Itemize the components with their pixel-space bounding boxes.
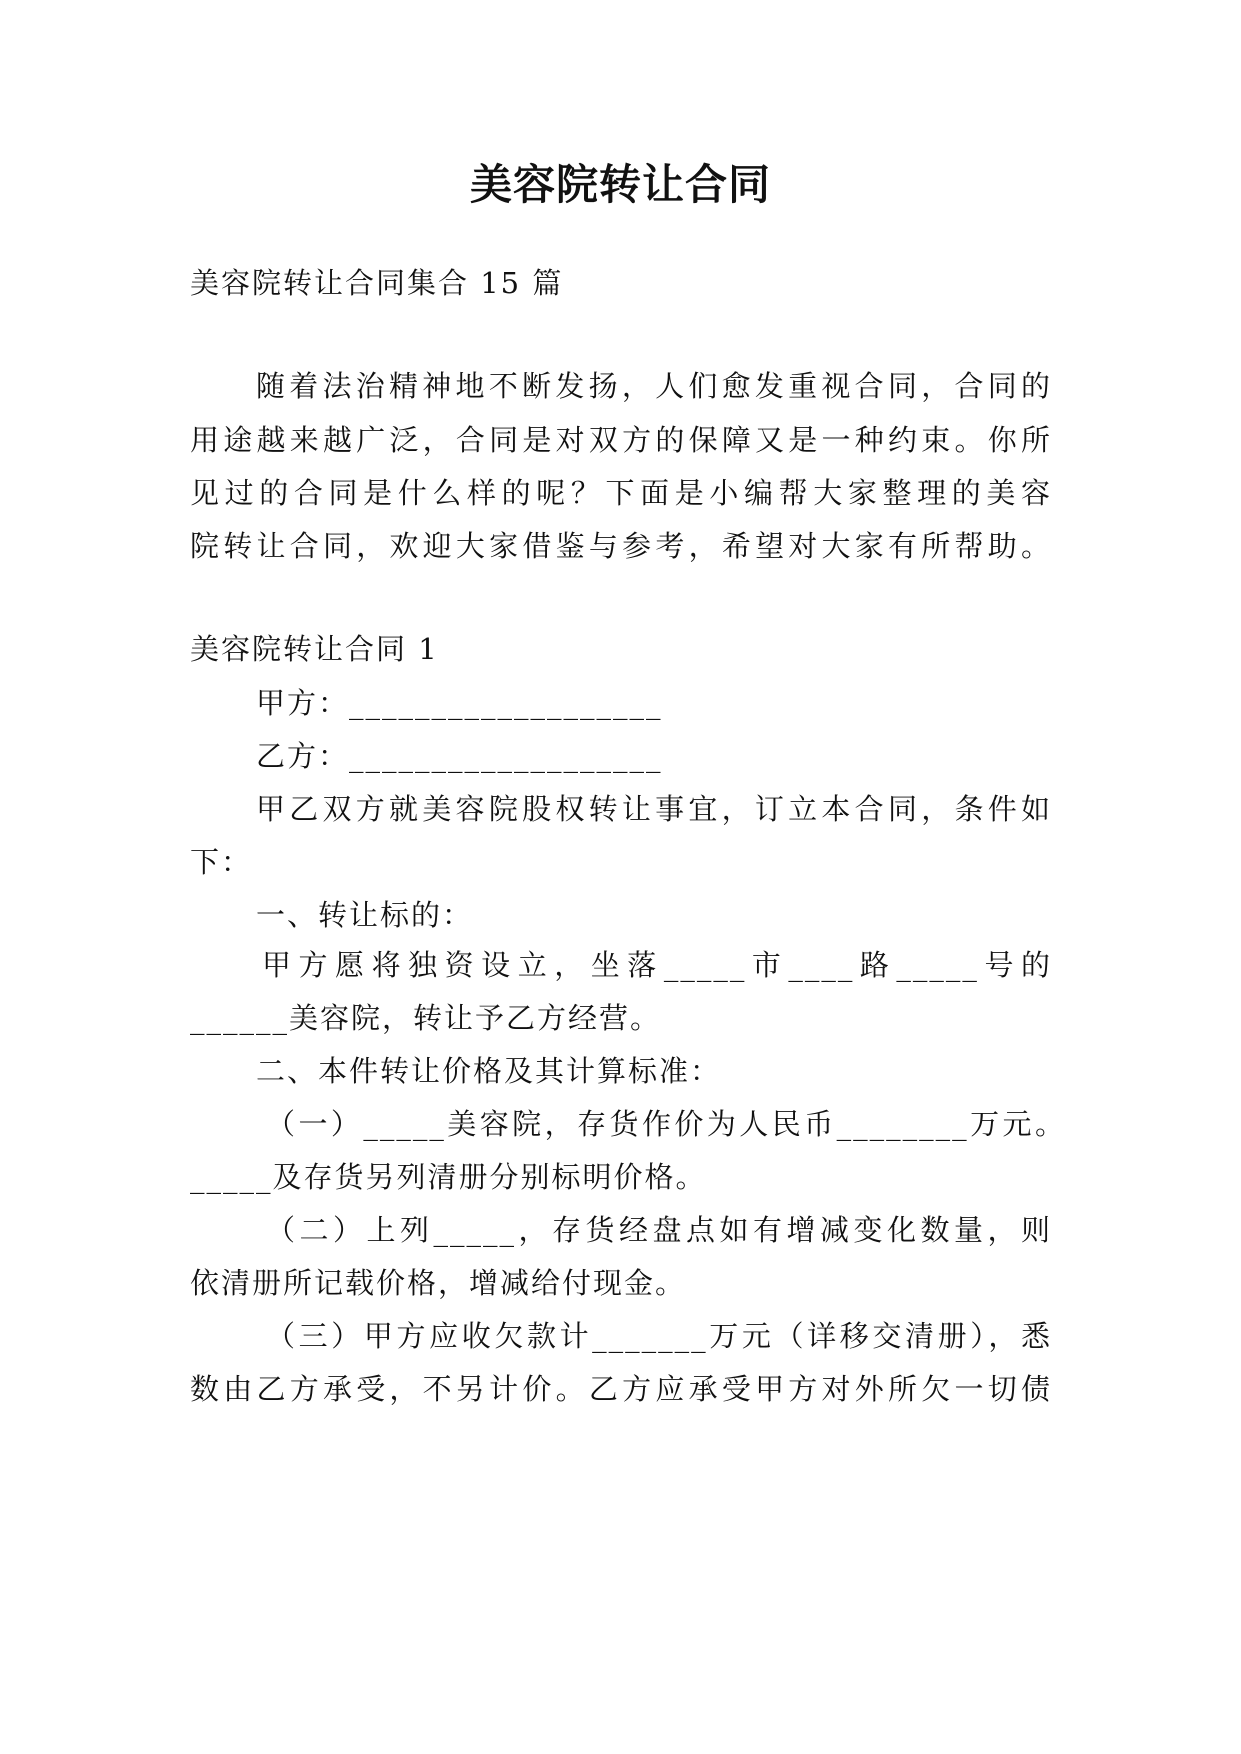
section-heading: 美容院转让合同 1 [190,632,439,666]
document-subtitle: 美容院转让合同集合 15 篇 [190,266,564,300]
item-1-line-1: （一）_____美容院，存货作价为人民币________万元。 [266,1107,1066,1141]
item-3-line-1: （三）甲方应收欠款计_______万元（详移交清册），悉 [266,1319,1052,1353]
article-2-heading: 二、本件转让价格及其计算标准： [256,1054,722,1088]
item-1-line-2: _____及存货另列清册分别标明价格。 [190,1160,707,1194]
article-1-line-1: 甲方愿将独资设立，坐落_____市____路_____号的 [262,948,1052,982]
item-2-line-2: 依清册所记载价格，增减给付现金。 [190,1266,687,1300]
party-b-line: 乙方：___________________ [256,739,663,773]
item-3-line-2: 数由乙方承受，不另计价。乙方应承受甲方对外所欠一切债 [190,1372,1052,1406]
intro-line-3: 见过的合同是什么样的呢？下面是小编帮大家整理的美容 [190,476,1052,510]
item-2-line-1: （二）上列_____，存货经盘点如有增减变化数量，则 [266,1213,1052,1247]
article-1-heading: 一、转让标的： [256,898,474,932]
document-title: 美容院转让合同 [469,160,771,209]
clause-intro-line-1: 甲乙双方就美容院股权转让事宜，订立本合同，条件如 [256,792,1052,826]
clause-intro-line-2: 下： [190,845,253,879]
intro-line-4: 院转让合同，欢迎大家借鉴与参考，希望对大家有所帮助。 [190,529,1052,563]
party-a-line: 甲方：___________________ [256,686,663,720]
intro-line-2: 用途越来越广泛，合同是对双方的保障又是一种约束。你所 [190,423,1052,457]
article-1-line-2: ______美容院，转让予乙方经营。 [190,1001,662,1035]
intro-line-1: 随着法治精神地不断发扬，人们愈发重视合同，合同的 [256,369,1052,403]
